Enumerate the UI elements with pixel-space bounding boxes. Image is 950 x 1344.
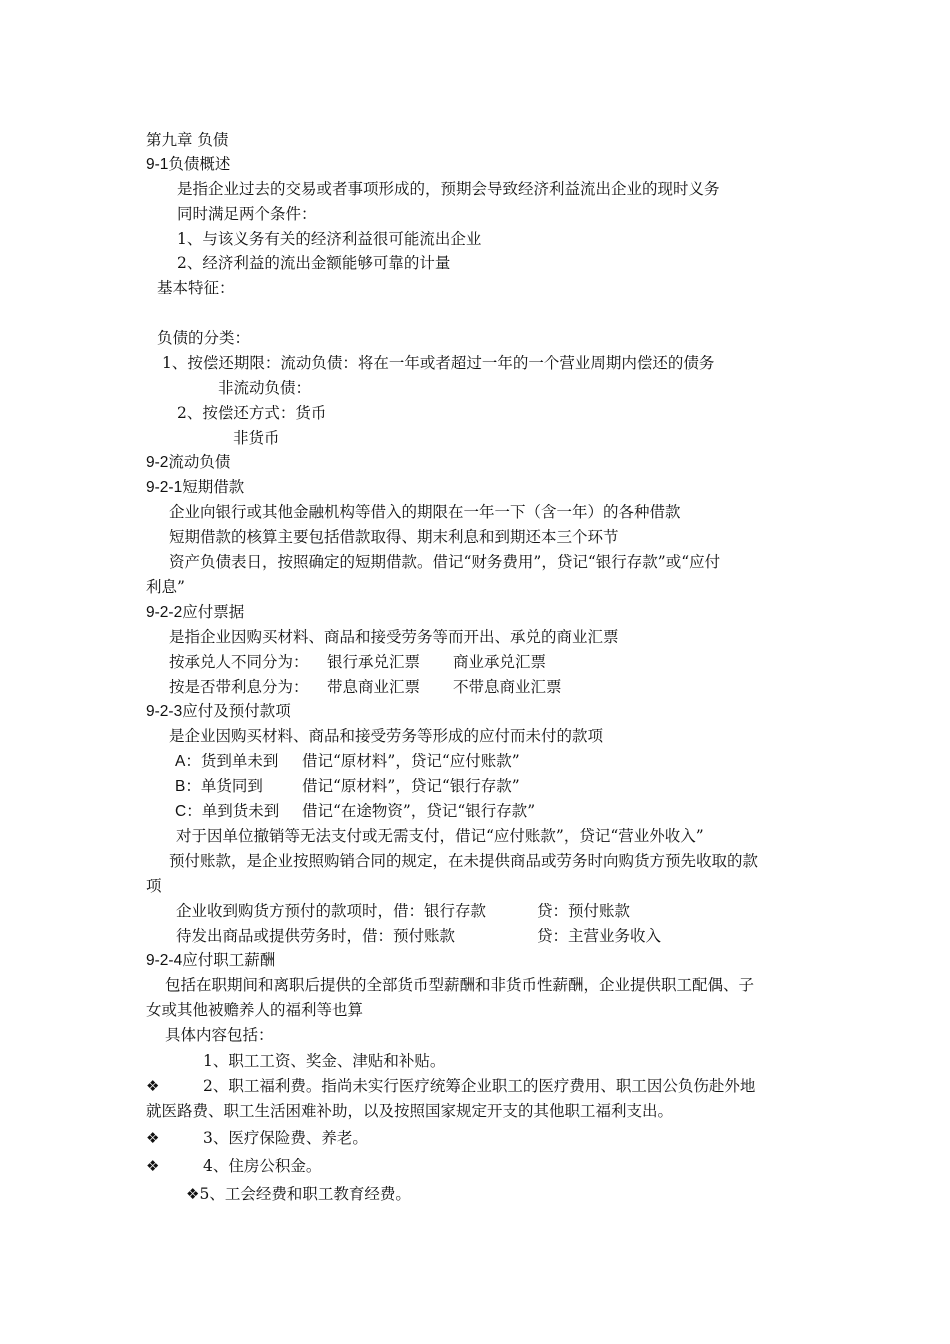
paragraph: 贷：预付账款 xyxy=(537,902,631,920)
case-item xyxy=(175,801,279,822)
section-title: 应付及预付款项 xyxy=(182,702,291,720)
classification-item: 1、按偿还期限：流动负债：将在一年或者超过一年的一个营业周期内偿还的债务 xyxy=(162,354,715,372)
classification-item: 2、按偿还方式：货币 xyxy=(177,404,327,422)
case-text: ：货到单未到 xyxy=(185,752,279,770)
paragraph: 不带息商业汇票 xyxy=(453,678,562,696)
paragraph: 利息” xyxy=(146,578,185,596)
paragraph: 企业向银行或其他金融机构等借入的期限在一年一下（含一年）的各种借款 xyxy=(169,503,681,521)
liability-definition: 是指企业过去的交易或者事项形成的，预期会导致经济利益流出企业的现时义务 xyxy=(177,180,720,198)
case-text: ：单货同到 xyxy=(185,777,263,795)
case-entry: 借记“原材料”，贷记“银行存款” xyxy=(302,777,520,795)
section-heading-9-2 xyxy=(146,452,230,473)
section-heading-9-2-4 xyxy=(146,950,275,971)
case-item xyxy=(175,776,263,797)
section-number: 9-1 xyxy=(146,156,169,173)
list-item: 5、工会经费和职工教育经费。 xyxy=(199,1185,411,1203)
section-heading-9-2-3 xyxy=(146,701,291,722)
classification-title: 负债的分类： xyxy=(157,329,251,347)
paragraph: 女或其他被赡养人的福利等也算 xyxy=(146,1001,364,1019)
classification-item: 非流动负债： xyxy=(218,379,312,397)
paragraph: 按是否带利息分为： xyxy=(169,678,309,696)
section-heading-9-1 xyxy=(146,154,230,175)
paragraph: 包括在职期间和离职后提供的全部货币型薪酬和非货币性薪酬，企业提供职工配偶、子 xyxy=(165,976,755,994)
paragraph: 待发出商品或提供劳务时，借：预付账款 xyxy=(176,927,456,945)
paragraph: 是企业因购买材料、商品和接受劳务等形成的应付而未付的款项 xyxy=(169,727,604,745)
chapter-title: 第九章 负债 xyxy=(146,131,229,149)
paragraph: 按承兑人不同分为： xyxy=(169,653,309,671)
paragraph: 短期借款的核算主要包括借款取得、期末利息和到期还本三个环节 xyxy=(169,528,619,546)
condition-item: 1、与该义务有关的经济利益很可能流出企业 xyxy=(177,230,482,248)
section-number: 9-2-4 xyxy=(146,952,183,969)
section-heading-9-2-2 xyxy=(146,602,244,623)
paragraph: 具体内容包括： xyxy=(165,1026,274,1044)
section-number: 9-2 xyxy=(146,454,169,471)
section-number: 9-2-1 xyxy=(146,479,183,496)
classification-item: 非货币 xyxy=(233,429,280,447)
paragraph: 银行承兑汇票 xyxy=(327,653,421,671)
list-item: 4、住房公积金。 xyxy=(203,1157,322,1175)
section-title: 应付票据 xyxy=(182,603,245,621)
basic-features-label: 基本特征： xyxy=(157,279,235,297)
case-entry: 借记“原材料”，贷记“应付账款” xyxy=(302,752,520,770)
case-item xyxy=(175,751,278,772)
case-entry: 借记“在途物资”，贷记“银行存款” xyxy=(302,802,536,820)
diamond-bullet-icon: ❖ xyxy=(146,1077,160,1095)
paragraph: 项 xyxy=(146,877,162,895)
case-label: A xyxy=(175,753,186,770)
section-heading-9-2-1 xyxy=(146,477,244,498)
diamond-bullet-icon: ❖ xyxy=(186,1185,200,1203)
diamond-bullet-icon: ❖ xyxy=(146,1129,160,1147)
list-item-with-bullet xyxy=(186,1184,411,1204)
list-item: 1、职工工资、奖金、津贴和补贴。 xyxy=(203,1052,446,1070)
paragraph: 是指企业因购买材料、商品和接受劳务等而开出、承兑的商业汇票 xyxy=(169,628,619,646)
section-number: 9-2-3 xyxy=(146,703,183,720)
paragraph: 商业承兑汇票 xyxy=(453,653,547,671)
section-number: 9-2-2 xyxy=(146,604,183,621)
paragraph: 对于因单位撤销等无法支付或无需支付，借记“应付账款”，贷记“营业外收入” xyxy=(176,827,704,845)
case-label: C xyxy=(175,803,187,820)
diamond-bullet-icon: ❖ xyxy=(146,1157,160,1175)
paragraph: 带息商业汇票 xyxy=(327,678,421,696)
paragraph: 企业收到购货方预付的款项时，借：银行存款 xyxy=(176,902,487,920)
list-item: 就医路费、职工生活困难补助，以及按照国家规定开支的其他职工福利支出。 xyxy=(146,1102,674,1120)
paragraph: 资产负债表日，按照确定的短期借款。借记“财务费用”，贷记“银行存款”或“应付 xyxy=(169,553,721,571)
list-item: 2、职工福利费。指尚未实行医疗统筹企业职工的医疗费用、职工因公负伤赴外地 xyxy=(203,1077,756,1095)
section-title: 短期借款 xyxy=(182,478,245,496)
list-item: 3、医疗保险费、养老。 xyxy=(203,1129,368,1147)
condition-item: 2、经济利益的流出金额能够可靠的计量 xyxy=(177,254,451,272)
section-title: 应付职工薪酬 xyxy=(182,951,276,969)
paragraph: 预付账款，是企业按照购销合同的规定，在未提供商品或劳务时向购货方预先收取的款 xyxy=(169,852,759,870)
conditions-intro: 同时满足两个条件： xyxy=(177,205,317,223)
case-text: ：单到货未到 xyxy=(186,802,280,820)
section-title: 流动负债 xyxy=(168,453,231,471)
case-label: B xyxy=(175,778,186,795)
section-title: 负债概述 xyxy=(168,155,231,173)
paragraph: 贷：主营业务收入 xyxy=(537,927,662,945)
